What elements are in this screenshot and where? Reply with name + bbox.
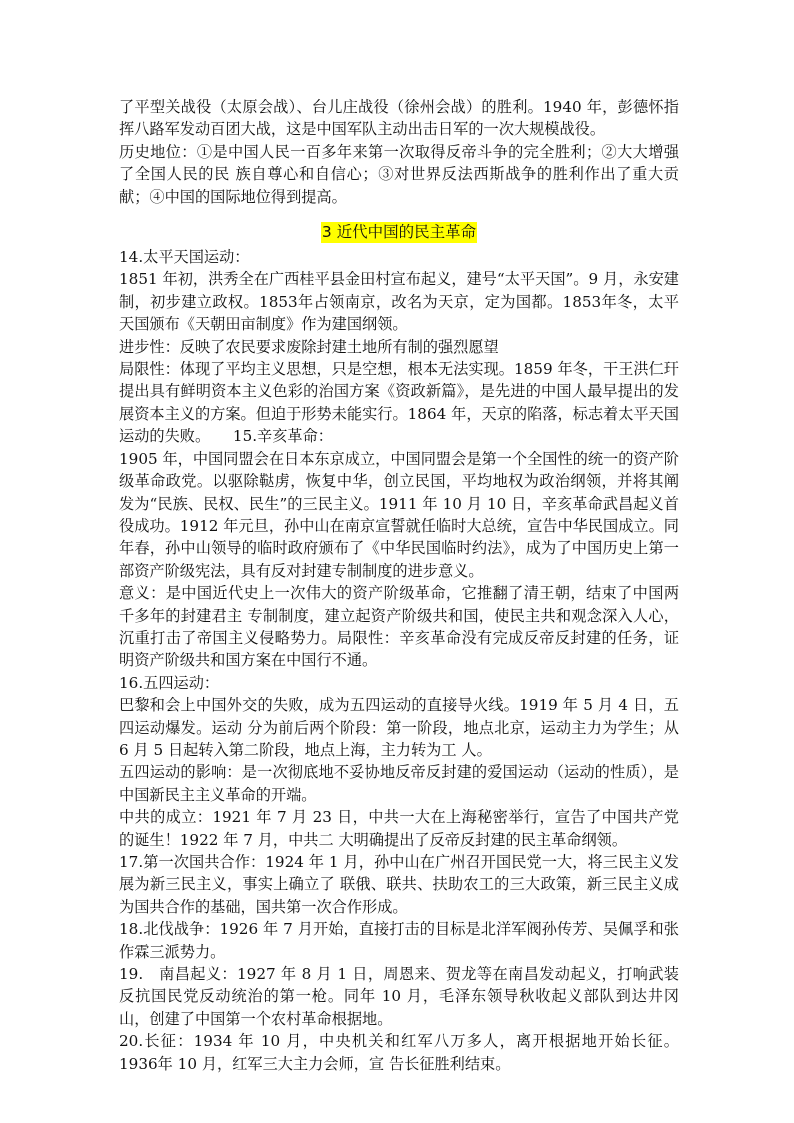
paragraph-taiping-title: 14.太平天国运动： (119, 248, 250, 267)
paragraph-xinhai-body: 1905 年，中国同盟会在日本东京成立，中国同盟会是第一个全国性的统一的资产阶级革命政党。以驱除鞑虏，恢复中华，创立民国，平均地权为政治纲领，并将其阐发为“民族、民权、民生”的三民主义。1911 年 10 月 10 日，辛亥革命武昌起义首役成功。1912 年元旦，孙中山在南京宣誓就任临时大总统，宣告中华民国成立。同年春，孙中山领导的临时政府颁布了《中华民国临时约法》，成为了中国历史上第一部资产阶级宪法，具有反对封建专制制度的进步意义。 (119, 449, 679, 580)
paragraph-nanchang-uprising: 19. 南昌起义：1927 年 8 月 1 日，周恩来、贺龙等在南昌发动起义，打响武装反抗国民党反动统治的第一枪。同年 10 月，毛泽东领导秋收起义部队到达井冈山，创建了中国第一个农村革命根据地。 (119, 965, 679, 1028)
paragraph-taiping-progress: 进步性：反映了农民要求废除封建土地所有制的强烈愿望 (119, 337, 499, 356)
paragraph-wusi-impact: 五四运动的影响：是一次彻底地不妥协地反帝反封建的爱国运动（运动的性质），是中国新民主主义革命的开端。 (119, 763, 679, 804)
paragraph-long-march: 20.长征：1934 年 10 月，中央机关和红军八万多人，离开根据地开始长征。1936年 10 月，红军三大主力会师，宣 告长征胜利结束。 (119, 1032, 679, 1073)
section-heading: 3 近代中国的民主革命 (321, 223, 477, 242)
paragraph-northern-expedition: 18.北伐战争：1926 年 7 月开始，直接打击的目标是北洋军阀孙传芳、吴佩孚和张作霖三派势力。 (119, 920, 679, 961)
paragraph-first-cooperation: 17.第一次国共合作：1924 年 1 月，孙中山在广州召开国民党一大，将三民主义发展为新三民主义，事实上确立了 联俄、联共、扶助农工的三大政策，新三民主义成为国共合作的基础，国共第一次合作形成。 (119, 853, 679, 916)
paragraph-xinhai-significance: 意义：是中国近代史上一次伟大的资产阶级革命，它推翻了清王朝，结束了中国两千多年的封建君主 专制制度，建立起资产阶级共和国，使民主共和观念深入人心，沉重打击了帝国主义侵略势力。局限性：辛亥革命没有完成反帝反封建的任务，证明资产阶级共和国方案在中国行不通。 (119, 584, 679, 670)
paragraph-intro-2: 历史地位：①是中国人民一百多年来第一次取得反帝斗争的完全胜利；②大大增强了全国人民的民 族自尊心和自信心；③对世界反法西斯战争的胜利作出了重大贡献；④中国的国际地位得到提高。 (119, 142, 679, 206)
paragraph-wusi-body: 巴黎和会上中国外交的失败，成为五四运动的直接导火线。1919 年 5 月 4 日，五四运动爆发。运动 分为前后两个阶段：第一阶段，地点北京，运动主力为学生；从 6 月 5 日起转入第二阶段，地点上海，主力转为工 人。 (119, 696, 679, 759)
paragraph-intro-1: 了平型关战役（太原会战）、台儿庄战役（徐州会战）的胜利。1940 年，彭德怀指挥八路军发动百团大战，这是中国军队主动出击日军的一次大规模战役。 (119, 98, 679, 139)
section-heading-wrap (119, 221, 679, 244)
paragraph-taiping-body: 1851 年初，洪秀全在广西桂平县金田村宣布起义，建号“太平天国”。9 月，永安建制，初步建立政权。1853年占领南京，改名为天京，定为国都。1853年冬，太平天国颁布《天朝田亩制度》作为建国纲领。 (119, 270, 679, 334)
paragraph-ccp-founding: 中共的成立：1921 年 7 月 23 日，中共一大在上海秘密举行，宣告了中国共产党的诞生！1922 年 7 月，中共二 大明确提出了反帝反封建的民主革命纲领。 (119, 808, 679, 849)
paragraph-wusi-title: 16.五四运动： (119, 673, 220, 692)
paragraph-taiping-limits: 局限性：体现了平均主义思想，只是空想，根本无法实现。1859 年冬，干王洪仁玕提出具有鲜明资本主义色彩的治国方案《资政新篇》，是先进的中国人最早提出的发展资本主义的方案。但迫于形势未能实行。1864 年，天京的陷落，标志着太平天国运动的失败。 15.辛亥革命： (119, 360, 679, 446)
document-page (119, 96, 679, 1075)
